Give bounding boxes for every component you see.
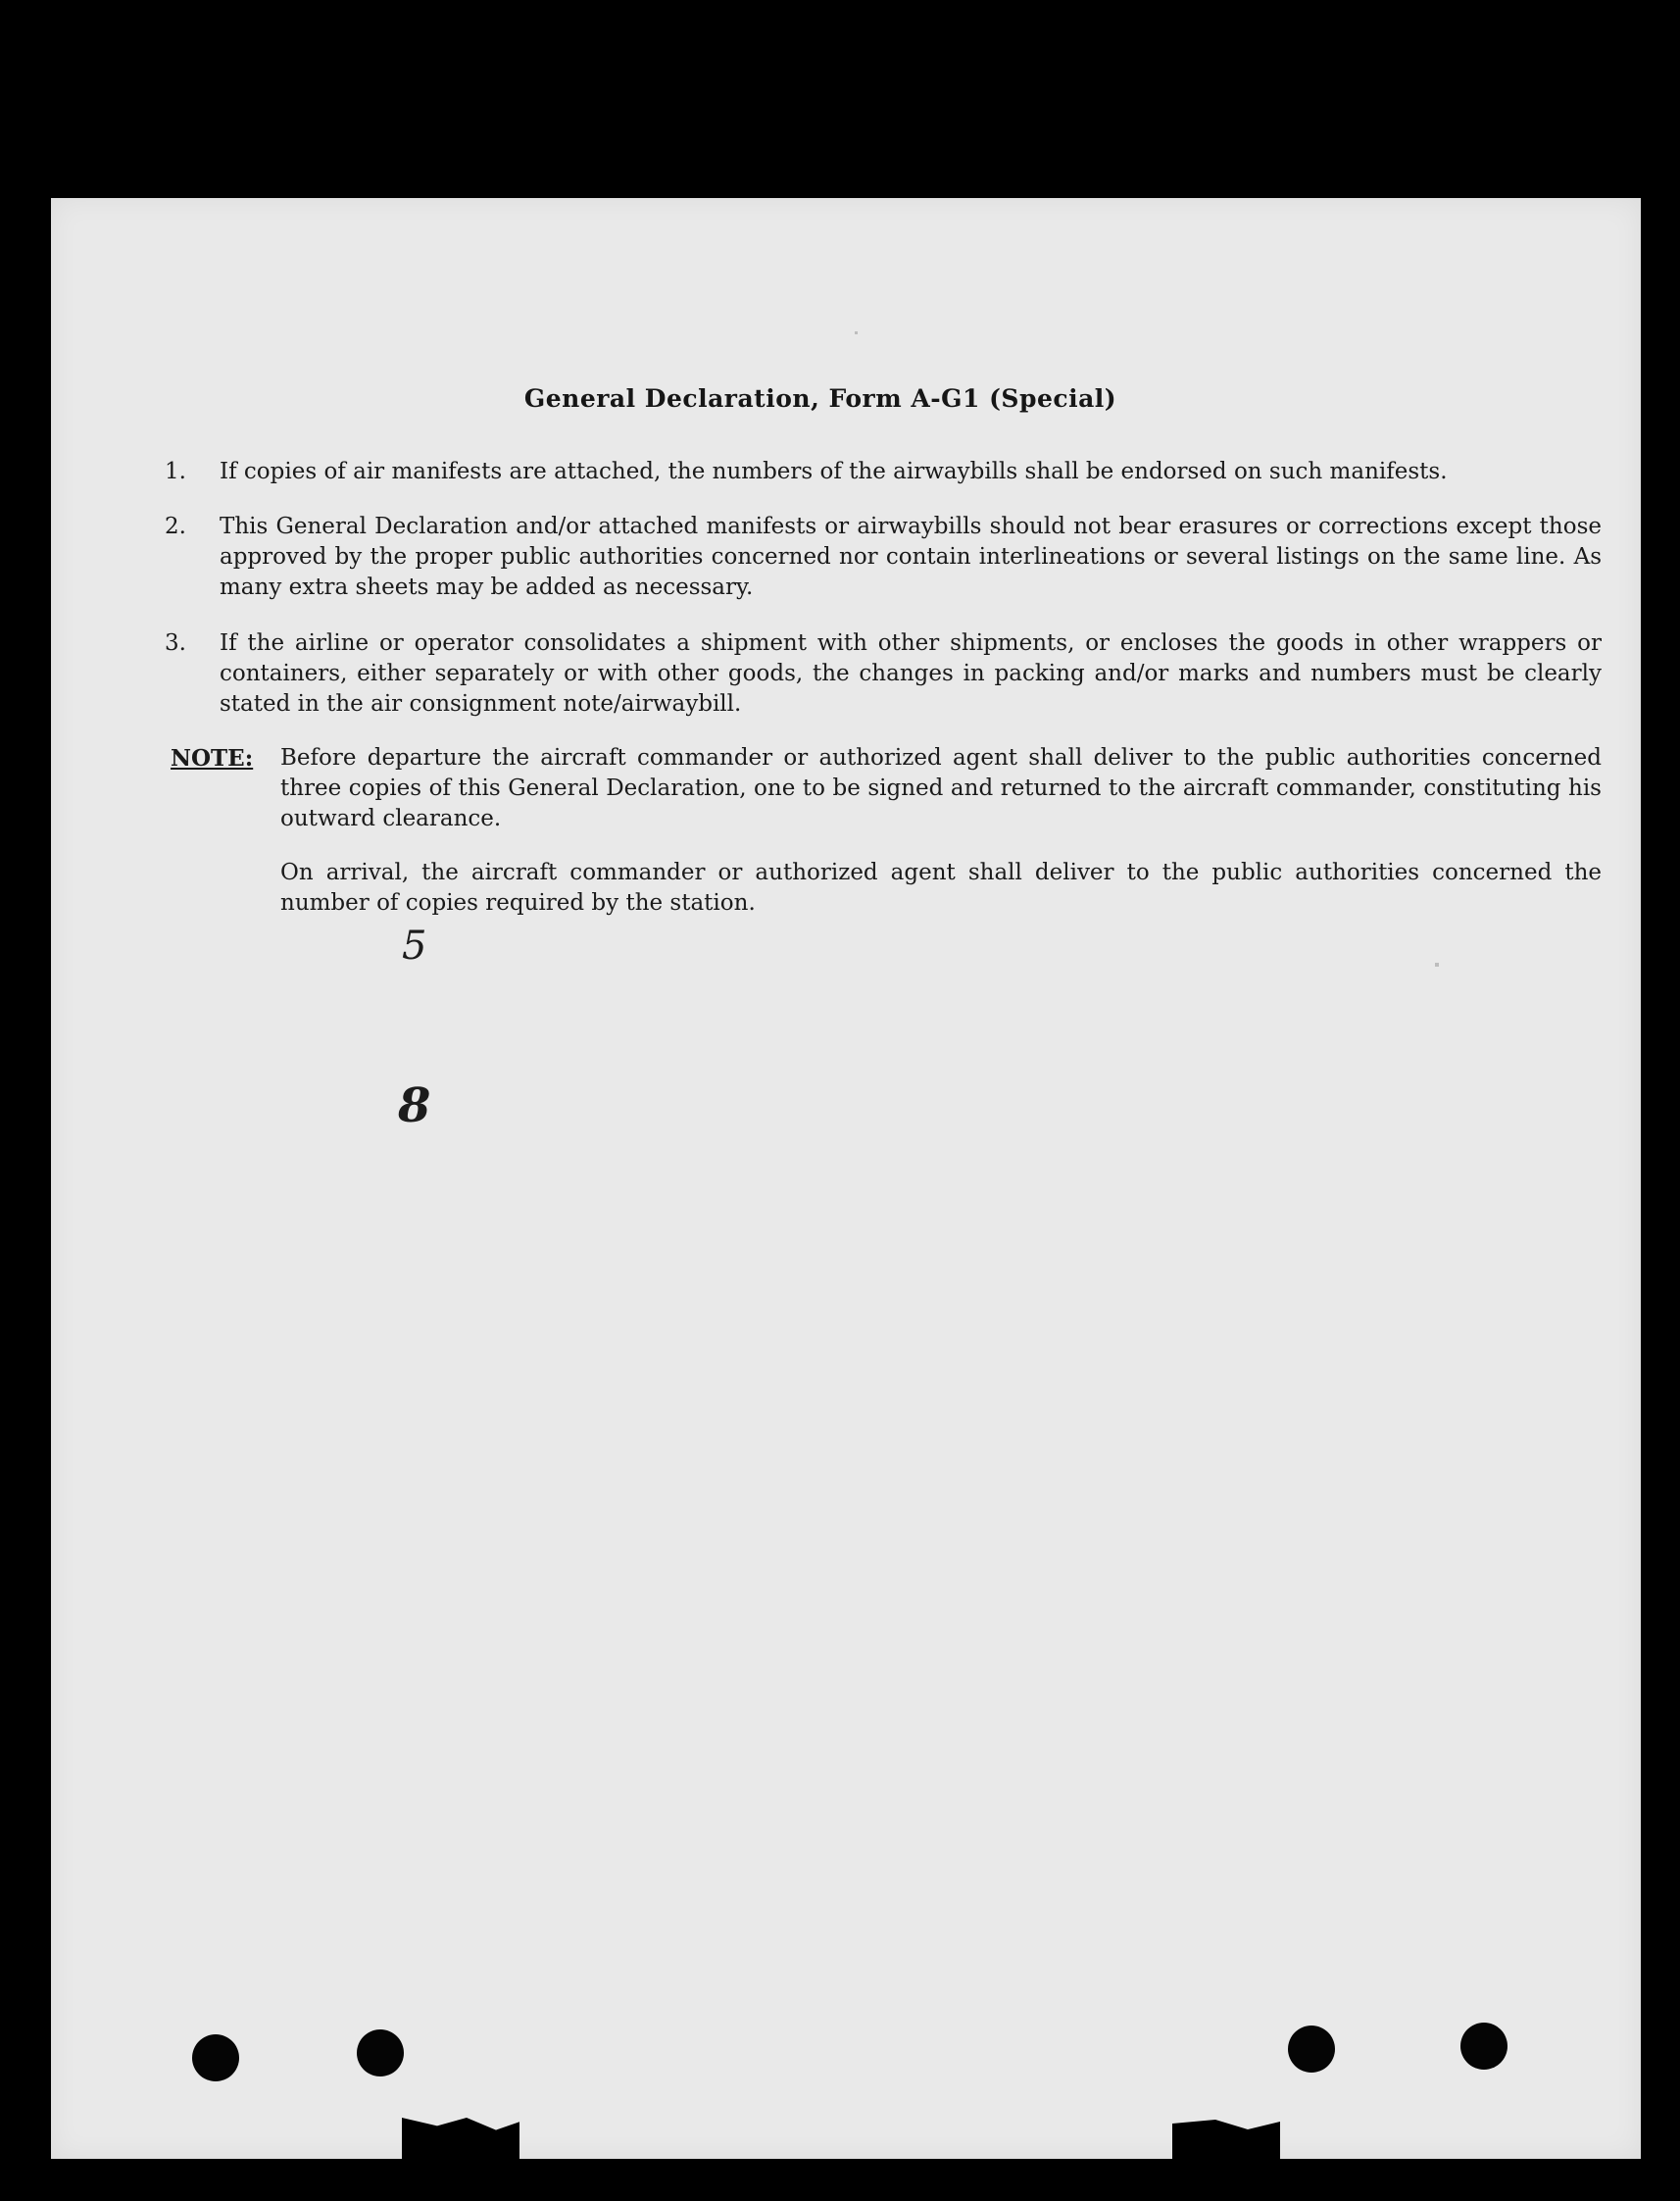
handwritten-mark: 8 [398,1078,431,1133]
note-paragraph-2: On arrival, the aircraft commander or authorized agent shall deliver to the public authorities concerned the number of copies required by the station. [280,860,1602,916]
punch-hole [1460,2023,1507,2070]
item-number: 3. [165,630,186,656]
punch-hole [357,2029,404,2076]
document-page [51,198,1641,2159]
note-section [171,743,1602,919]
note-label: NOTE: [171,745,254,772]
list-item [165,628,1602,720]
item-text: If copies of air manifests are attached, the numbers of the airwaybills shall be endorsed on such manifests. [220,459,1448,484]
list-item [165,512,1602,603]
stray-dot [1435,963,1439,967]
item-text: This General Declaration and/or attached manifests or airwaybills should not bear erasures or corrections except those approved by the proper public authorities concerned nor contain interlineations or several listings on the same line. As many extra sheets may be added as necessary. [220,514,1602,600]
list-item [165,457,1602,487]
item-text: If the airline or operator consolidates a shipment with other shipments, or encloses the goods in other wrappers or containers, either separately or with other goods, the changes in packing and/or marks and numbers must be clearly stated in the air consignment note/airwaybill. [220,630,1602,717]
page-title: General Declaration, Form A-G1 (Special) [523,384,1117,413]
note-paragraph-1: Before departure the aircraft commander or authorized agent shall deliver to the public authorities concerned three copies of this General Declaration, one to be signed and returned to the aircraft commander, constituting his outward clearance. [280,745,1602,831]
item-number: 2. [165,514,186,539]
punch-hole [192,2034,239,2081]
torn-edge [1172,2120,1280,2159]
item-number: 1. [165,459,186,484]
handwritten-mark: 5 [402,924,427,969]
stray-dot [855,331,858,334]
punch-hole [1288,2026,1335,2073]
